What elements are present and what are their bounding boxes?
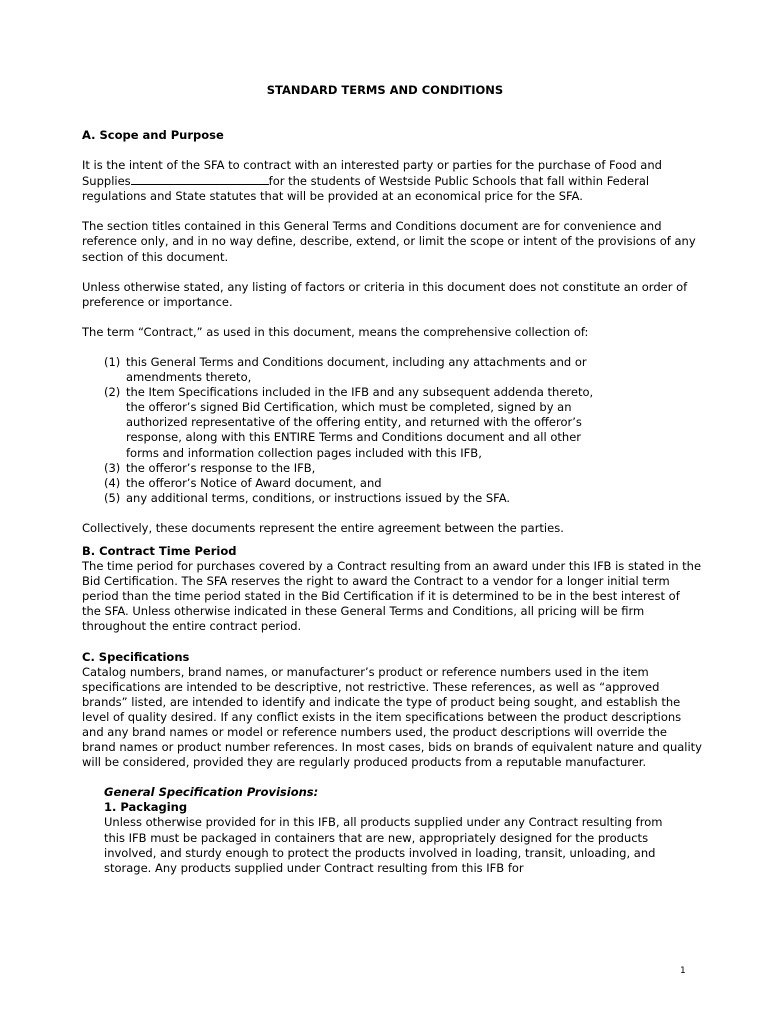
list-item [104,385,604,460]
document-body [82,128,702,876]
section-b-heading: B. Contract Time Period [82,543,237,558]
list-item-text: this General Terms and Conditions document, including any attachments and or amendments thereto, [126,354,587,385]
packaging-text: Unless otherwise provided for in this IFB, all products supplied under any Contract resulting from this IFB must be packaged in containers that are new, appropriately designed for the products involved, and sturdy enough to protect the products involved in loading, transit, unloading, and storage. Any products supplied under Contract resulting from this IFB for [104,815,663,875]
section-a-paragraph-4: The term “Contract,” as used in this document, means the comprehensive collection of: [82,324,589,339]
section-c-text: Catalog numbers, brand names, or manufacturer’s product or reference numbers used in the item specifications are intended to be descriptive, not restrictive. These references, as well as “approved brands” listed, are intended to identify and indicate the type of product being sought, and establish the level of quality desired. If any conflict exists in the item specifications between the product descriptions and any brand names or model or reference numbers used, the product descriptions will override the brand names or product number references. In most cases, bids on brands of equivalent nature and quality will be considered, provided they are regularly produced products from a reputable manufacturer. [82,664,702,770]
packaging-heading: 1. Packaging [104,800,188,815]
section-a-paragraph-1 [82,158,702,204]
section-b-text: The time period for purchases covered by a Contract resulting from an award under this IFB is stated in the Bid Certification. The SFA reserves the right to award the Contract to a vendor for a longer initial term period than the time period stated in the Bid Certification if it is determined to be in the best interest of the SFA. Unless otherwise indicated in these General Terms and Conditions, all pricing will be firm throughout the entire contract period. [82,559,702,634]
list-item-number: (4) [104,475,121,490]
list-item [104,476,604,491]
list-item-text: any additional terms, conditions, or instructions issued by the SFA. [126,490,511,505]
blank-fill-line [131,173,269,185]
section-a-p1-before: It is the intent of the SFA to contract with an interested party or parties for the purchase of Food and Supplies [82,158,662,189]
section-a-paragraph-2: The section titles contained in this General Terms and Conditions document are for convenience and reference only, and in no way define, describe, extend, or limit the scope or intent of the provisions of any section of this document. [82,219,696,264]
section-a-paragraph-5: Collectively, these documents represent the entire agreement between the parties. [82,520,564,535]
section-a-heading: A. Scope and Purpose [82,128,224,142]
document-title: STANDARD TERMS AND CONDITIONS [266,83,504,97]
list-item-text: the offeror’s response to the IFB, [126,460,316,475]
list-item [104,355,604,385]
list-item-text: the Item Specifications included in the IFB and any subsequent addenda thereto, the offeror’s signed Bid Certification, which must be completed, signed by an authorized representative of the offering entity, and returned with the offeror’s response, along with this ENTIRE Terms and Conditions document and all other forms and information collection pages included with this IFB, [126,385,594,460]
list-item-number: (2) [104,385,121,400]
list-item-number: (3) [104,460,121,475]
list-item-number: (1) [104,354,121,369]
list-item [104,491,604,506]
list-item-text: the offeror’s Notice of Award document, and [126,475,382,490]
general-specification-provisions [104,785,679,876]
contract-components-list [82,355,604,506]
list-item [104,461,604,476]
section-c-heading: C. Specifications [82,649,190,664]
page-number: 1 [680,966,686,976]
general-specification-heading: General Specification Provisions: [104,785,319,800]
section-a-p1-after: for the students of Westside Public Schools that fall within Federal regulations and State statutes that will be provided at an economical price for the SFA. [82,174,650,204]
list-item-number: (5) [104,490,121,505]
section-a-paragraph-3: Unless otherwise stated, any listing of factors or criteria in this document does not constitute an order of preference or importance. [82,279,688,309]
